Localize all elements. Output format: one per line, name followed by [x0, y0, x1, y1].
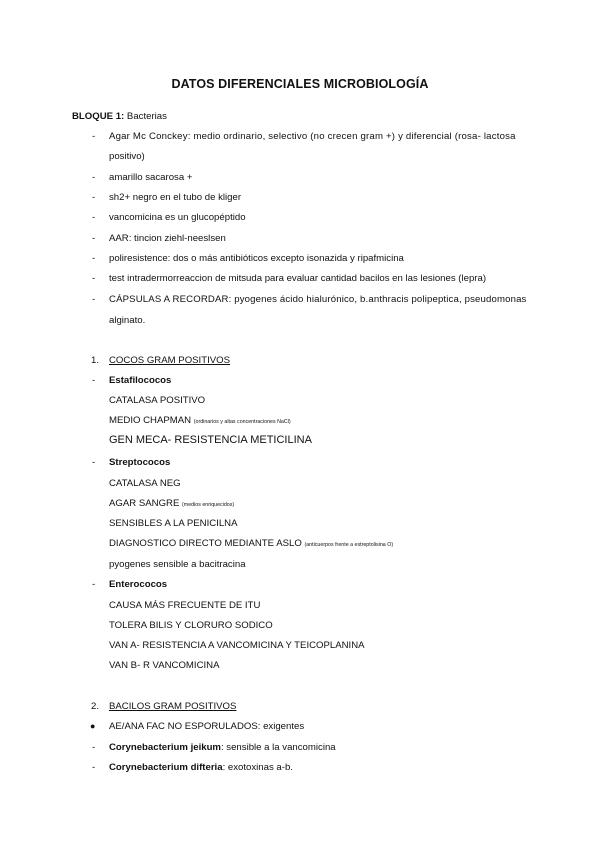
bullet-text: poliresistence: dos o más antibióticos excepto isonazida y ripafmicina: [109, 253, 404, 264]
bullet-text: Agar Mc Conckey: medio ordinario, selectivo (no crecen gram +) y diferencial (rosa- lactosa: [109, 131, 516, 142]
group-line: [109, 498, 234, 509]
group-line-note: (ordinarios y altas concentraciones NaCl): [193, 419, 291, 425]
group-line: [109, 415, 291, 426]
bullet-text-continued: positivo): [109, 151, 145, 162]
group-line: VAN A- RESISTENCIA A VANCOMICINA Y TEICOPLANINA: [109, 640, 365, 651]
group-line-text: MEDIO CHAPMAN: [109, 415, 192, 426]
group-line: pyogenes sensible a bacitracina: [109, 559, 246, 570]
bullet-dash: -: [92, 172, 96, 183]
bullet-text: [109, 742, 336, 753]
bullet-dash: -: [92, 375, 96, 386]
organism-name: Corynebacterium difteria: [109, 762, 223, 773]
group-line: CATALASA POSITIVO: [109, 395, 206, 406]
group-heading-enterococos: Enterococos: [109, 579, 168, 590]
bullet-text: CÁPSULAS A RECORDAR: pyogenes ácido hialurónico, b.anthracis polipeptica, pseudomonas: [109, 294, 527, 305]
bullet-dash: -: [92, 273, 96, 284]
group-heading-estafilococos: Estafilococos: [109, 375, 172, 386]
bullet-dash: -: [92, 212, 96, 223]
bullet-dash: -: [92, 131, 96, 142]
bullet-dash: -: [92, 233, 96, 244]
organism-name: Corynebacterium jeikum: [109, 742, 221, 753]
bullet-dash: -: [92, 762, 96, 773]
bullet-text-continued: alginato.: [109, 315, 146, 326]
bullet-text: vancomicina es un glucopéptido: [109, 212, 246, 223]
group-line: SENSIBLES A LA PENICILNA: [109, 518, 238, 529]
bullet-text: AAR: tincion ziehl-neeslsen: [109, 233, 226, 244]
bullet-text: [109, 762, 293, 773]
block-heading: [72, 111, 167, 122]
bullet-dash: -: [92, 579, 96, 590]
group-line-text: AGAR SANGRE: [109, 498, 180, 509]
bullet-dash: -: [92, 294, 96, 305]
group-line: VAN B- R VANCOMICINA: [109, 660, 220, 671]
group-line: CAUSA MÁS FRECUENTE DE ITU: [109, 600, 261, 611]
bullet-text: AE/ANA FAC NO ESPORULADOS: exigentes: [109, 721, 305, 732]
section-heading: BACILOS GRAM POSITIVOS: [109, 701, 237, 712]
organism-note: : sensible a la vancomicina: [220, 742, 336, 753]
bullet-dash: -: [92, 742, 96, 753]
bullet-text: amarillo sacarosa +: [109, 172, 193, 183]
bullet-dash: -: [92, 457, 96, 468]
group-line-note: (anticuerpos frente a estreptolisina O): [304, 542, 394, 548]
section-number: 2.: [91, 701, 100, 712]
group-line: CATALASA NEG: [109, 478, 181, 489]
bullet-dot: ●: [90, 721, 96, 731]
bullet-dash: -: [92, 192, 96, 203]
bullet-dash: -: [92, 253, 96, 264]
block-name: Bacterias: [126, 111, 167, 122]
group-heading-streptococos: Streptococos: [109, 457, 171, 468]
bullet-text: sh2+ negro en el tubo de kliger: [109, 192, 242, 203]
group-line-note: (medios enriquecidos): [182, 502, 235, 508]
group-line: GEN MECA- RESISTENCIA METICILINA: [109, 434, 312, 446]
group-line-text: DIAGNOSTICO DIRECTO MEDIANTE ASLO: [109, 538, 302, 549]
document-title: DATOS DIFERENCIALES MICROBIOLOGÍA: [171, 77, 429, 91]
block-label: BLOQUE 1:: [72, 111, 125, 122]
group-line: TOLERA BILIS Y CLORURO SODICO: [109, 620, 273, 631]
section-number: 1.: [91, 355, 100, 366]
bullet-text: test intradermorreaccion de mitsuda para evaluar cantidad bacilos en las lesiones (lepra): [109, 273, 487, 284]
organism-note: : exotoxinas a-b.: [222, 762, 293, 773]
section-heading: COCOS GRAM POSITIVOS: [109, 355, 231, 366]
group-line: [109, 538, 393, 549]
